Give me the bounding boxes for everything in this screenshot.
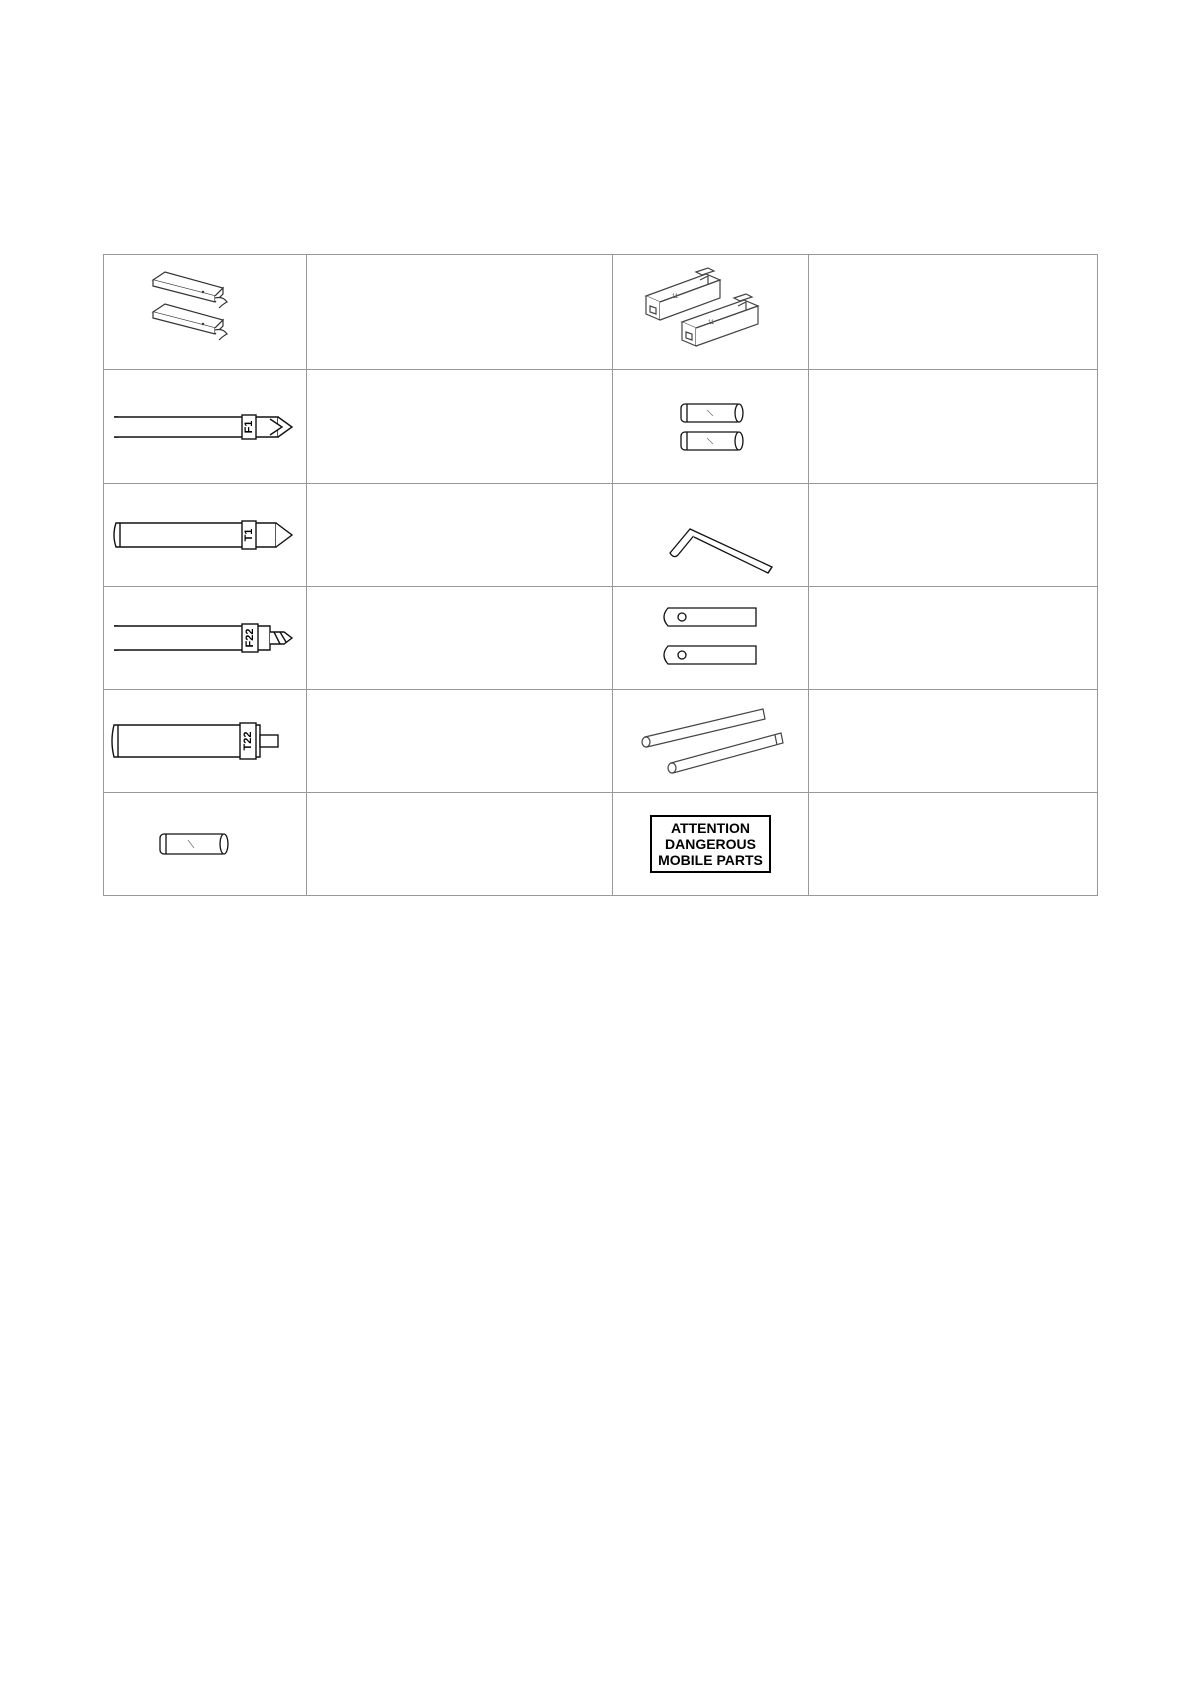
- part-description: [307, 690, 613, 793]
- warning-line-1: ATTENTION: [670, 820, 751, 836]
- tracer-t22-icon: [110, 711, 300, 771]
- table-row: [104, 484, 1098, 587]
- pin-pair-icon: [671, 392, 751, 462]
- part-description: [307, 370, 613, 484]
- allen-key-icon: [646, 495, 776, 575]
- part-image-cell: [613, 690, 809, 793]
- part-description: [809, 793, 1098, 896]
- part-description: [809, 370, 1098, 484]
- tracer-t1-icon: [110, 505, 300, 565]
- part-image-cell: [613, 255, 809, 370]
- cutter-f1-label: F1: [242, 420, 255, 433]
- table-row: [104, 370, 1098, 484]
- single-pin-icon: [154, 824, 234, 864]
- part-description: [307, 793, 613, 896]
- rods-icon: [631, 701, 791, 781]
- cutter-f22-icon: [110, 608, 300, 668]
- part-description: [307, 255, 613, 370]
- tracer-t22-label: T22: [241, 731, 254, 751]
- key-clamp-blocks-icon: [636, 262, 786, 362]
- part-description: [809, 484, 1098, 587]
- svg-text:11: 11: [671, 294, 678, 300]
- table-row: [104, 690, 1098, 793]
- table-row: [104, 587, 1098, 690]
- part-image-cell: [104, 690, 307, 793]
- parts-table: [103, 254, 1098, 896]
- flat-jaw-plates-icon: [145, 262, 265, 362]
- part-image-cell: [104, 587, 307, 690]
- part-image-cell: [104, 793, 307, 896]
- part-image-cell: [104, 484, 307, 587]
- part-image-cell: [613, 370, 809, 484]
- tracer-t1-label: T1: [242, 528, 255, 542]
- part-description: [307, 484, 613, 587]
- part-image-cell: [613, 484, 809, 587]
- part-description: [809, 255, 1098, 370]
- part-image-cell: [613, 587, 809, 690]
- warning-line-2: DANGEROUS: [664, 836, 756, 852]
- part-image-cell: [104, 255, 307, 370]
- part-description: [809, 690, 1098, 793]
- svg-text:11: 11: [707, 320, 714, 326]
- cutter-f22-label: F22: [243, 628, 256, 648]
- table-row: [104, 793, 1098, 896]
- part-description: [307, 587, 613, 690]
- warning-sticker-icon: [650, 815, 771, 873]
- cutter-f1-icon: [110, 397, 300, 457]
- tab-plates-icon: [656, 600, 766, 676]
- part-image-cell: [104, 370, 307, 484]
- part-description: [809, 587, 1098, 690]
- part-image-cell: [613, 793, 809, 896]
- warning-line-3: MOBILE PARTS: [658, 852, 763, 868]
- table-row: [104, 255, 1098, 370]
